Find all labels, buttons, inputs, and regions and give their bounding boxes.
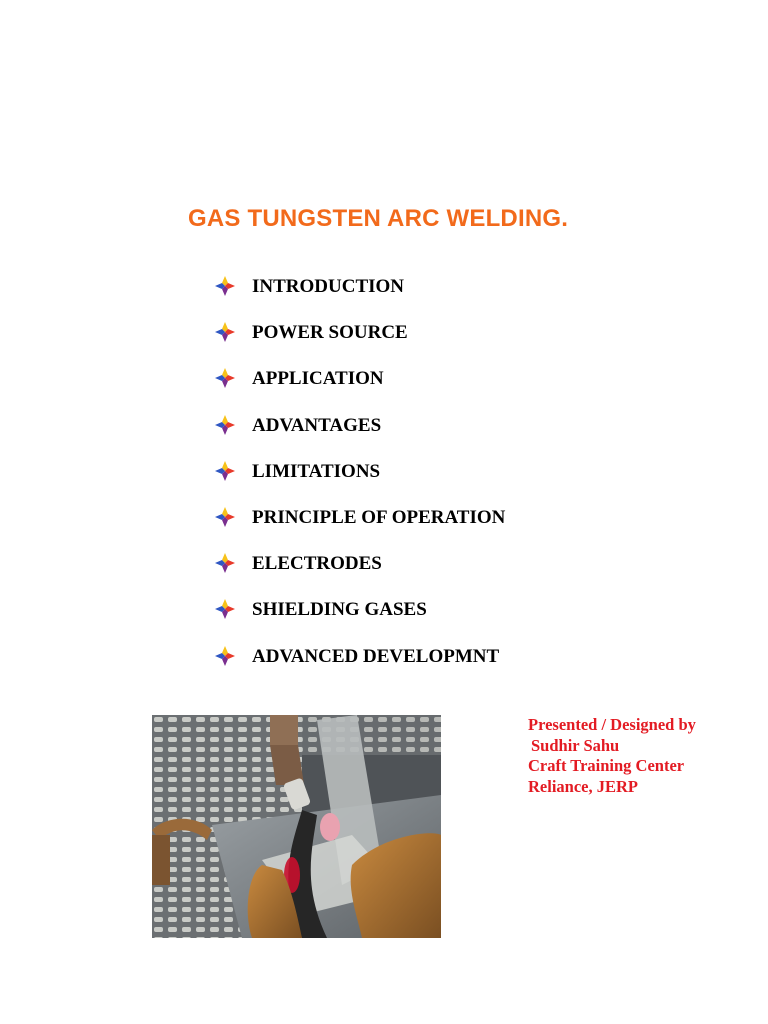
topic-label: ELECTRODES — [252, 553, 382, 575]
topic-label: POWER SOURCE — [252, 322, 408, 344]
list-item — [214, 366, 505, 412]
document-title: GAS TUNGSTEN ARC WELDING. — [188, 205, 569, 232]
four-color-cross-bullet-icon — [214, 275, 236, 297]
four-color-cross-bullet-icon — [214, 321, 236, 343]
list-item — [214, 459, 505, 505]
four-color-cross-bullet-icon — [214, 552, 236, 574]
list-item — [214, 320, 505, 366]
list-item — [214, 551, 505, 597]
list-item — [214, 644, 505, 690]
topic-label: APPLICATION — [252, 368, 384, 390]
list-item — [214, 505, 505, 551]
credits-organization: Craft Training Center — [528, 756, 685, 775]
four-color-cross-bullet-icon — [214, 367, 236, 389]
four-color-cross-bullet-icon — [214, 506, 236, 528]
topic-label: LIMITATIONS — [252, 460, 381, 482]
welding-scene-illustration — [152, 715, 441, 938]
four-color-cross-bullet-icon — [214, 645, 236, 667]
credits-location: Reliance, JERP — [528, 776, 638, 796]
credits-presented-by: Presented / Designed by — [528, 715, 696, 734]
four-color-cross-bullet-icon — [214, 598, 236, 620]
credits-author-name: Sudhir Sahu — [531, 735, 620, 755]
welding-photo — [152, 715, 441, 938]
topic-label: SHIELDING GASES — [252, 599, 427, 621]
four-color-cross-bullet-icon — [214, 460, 236, 482]
topic-label: ADVANCED DEVELOPMNT — [252, 645, 500, 667]
list-item — [214, 274, 505, 320]
list-item — [214, 597, 505, 643]
topic-label: INTRODUCTION — [252, 276, 405, 297]
four-color-cross-bullet-icon — [214, 414, 236, 436]
topic-label: ADVANTAGES — [252, 414, 382, 436]
credits-block — [528, 715, 696, 797]
topic-list — [214, 274, 505, 690]
list-item — [214, 413, 505, 459]
topic-label: PRINCIPLE OF OPERATION — [252, 506, 506, 528]
